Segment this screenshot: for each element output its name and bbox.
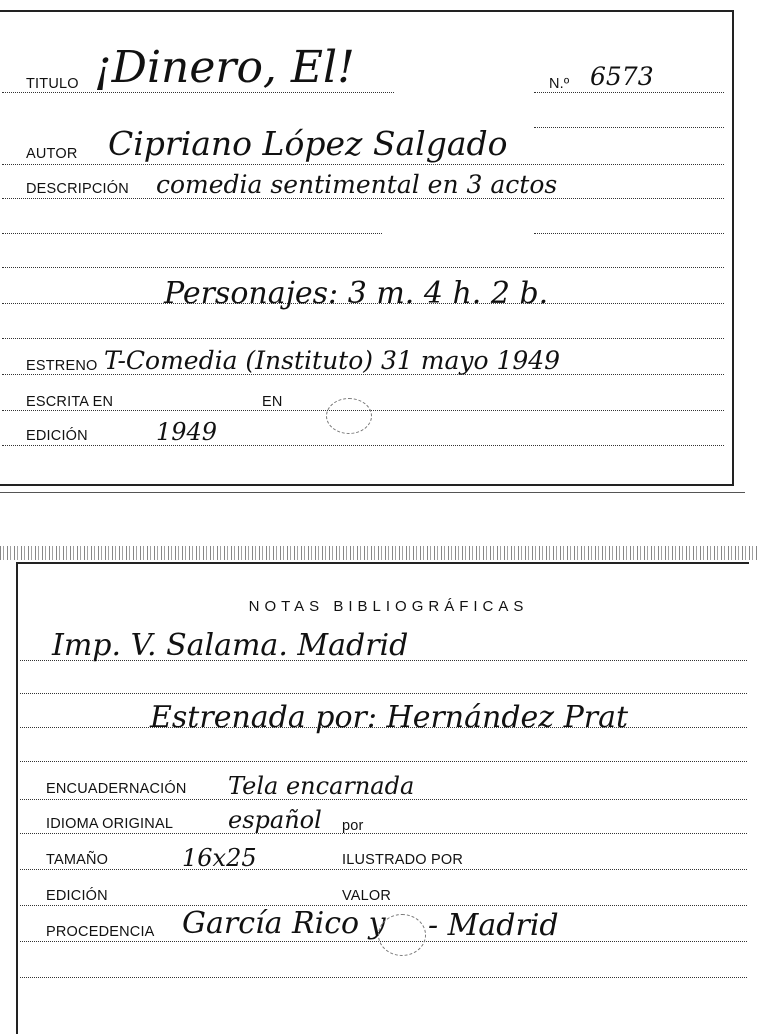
- rule-desc-3: [2, 267, 724, 268]
- label-valor: VALOR: [342, 888, 392, 904]
- rule-tamano: [20, 869, 747, 870]
- stamp-mark-2: [378, 914, 426, 956]
- label-estreno: ESTRENO: [26, 358, 98, 374]
- value-autor: Cipriano López Salgado: [108, 124, 508, 163]
- value-idioma: español: [228, 806, 322, 834]
- rule-note-2: [20, 693, 747, 694]
- label-escrita-en: ESCRITA EN: [26, 394, 114, 410]
- label-procedencia: PROCEDENCIA: [46, 924, 155, 940]
- card-separator-line: [0, 492, 745, 493]
- value-tamano: 16x25: [182, 844, 257, 872]
- label-tamano: TAMAÑO: [46, 852, 109, 868]
- value-estreno: T-Comedia (Instituto) 31 mayo 1949: [104, 346, 561, 375]
- rule-note-4: [20, 761, 747, 762]
- value-titulo: ¡Dinero, El!: [94, 42, 355, 93]
- label-edicion-2: EDICIÓN: [46, 888, 108, 904]
- value-personajes: Personajes: 3 m. 4 h. 2 b.: [164, 276, 549, 311]
- value-edicion: 1949: [156, 418, 218, 446]
- label-en: EN: [262, 394, 283, 410]
- heading-notas: NOTAS BIBLIOGRÁFICAS: [248, 598, 529, 615]
- rule-blank: [534, 127, 724, 128]
- rule-numero: [534, 92, 724, 93]
- label-autor: AUTOR: [26, 146, 78, 162]
- label-numero: N.º: [549, 76, 570, 92]
- value-procedencia: García Rico y: [182, 906, 386, 941]
- label-encuadernacion: ENCUADERNACIÓN: [46, 781, 187, 797]
- value-numero: 6573: [590, 62, 654, 91]
- label-ilustrado: ILUSTRADO POR: [342, 852, 464, 868]
- card-edge-texture: [0, 546, 759, 560]
- value-encuadernacion: Tela encarnada: [228, 772, 415, 800]
- rule-desc-2b: [534, 233, 724, 234]
- rule-desc-2: [2, 233, 382, 234]
- rule-desc-5: [2, 338, 724, 339]
- label-titulo: TITULO: [26, 76, 79, 92]
- rule-autor: [2, 164, 724, 165]
- label-idioma: IDIOMA ORIGINAL: [46, 816, 174, 832]
- rule-extra: [20, 977, 747, 978]
- value-descripcion: comedia sentimental en 3 actos: [156, 170, 558, 199]
- rule-edicion: [2, 445, 724, 446]
- rule-idioma: [20, 833, 747, 834]
- label-edicion: EDICIÓN: [26, 428, 88, 444]
- note-imprenta: Imp. V. Salama. Madrid: [52, 628, 409, 663]
- value-procedencia-end: - Madrid: [428, 908, 559, 943]
- label-descripcion: DESCRIPCIÓN: [26, 181, 129, 197]
- stamp-mark: [326, 398, 372, 434]
- label-por: por: [342, 818, 364, 834]
- note-estrenada: Estrenada por: Hernández Prat: [150, 700, 629, 735]
